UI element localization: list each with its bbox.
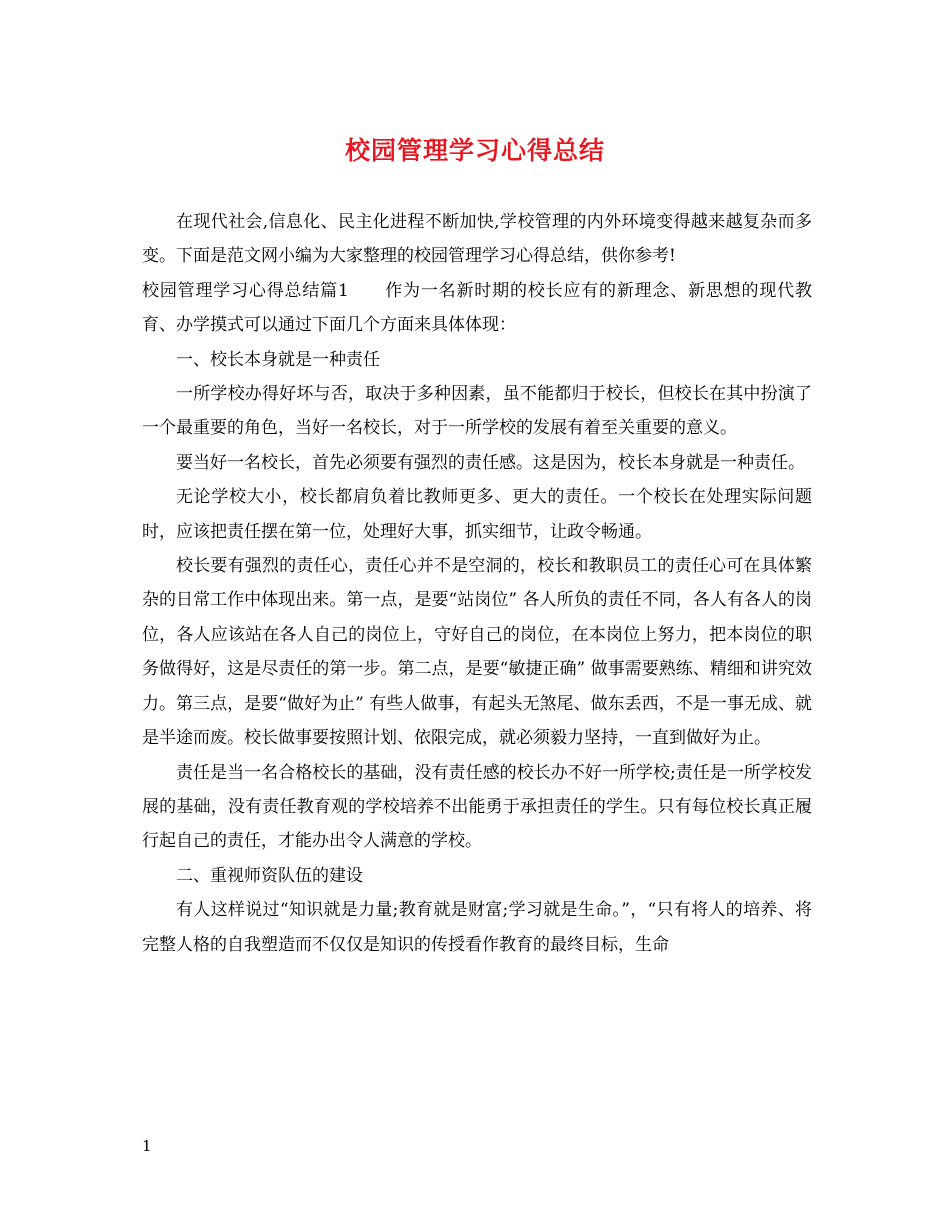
document-body: [142, 205, 812, 962]
section-heading-1: 一、校长本身就是一种责任: [176, 349, 380, 370]
paragraph-article-heading: 校园管理学习心得总结篇1 作为一名新时期的校长应有的新理念、新思想的现代教育、办学摸式可以通过下面几个方面来具体体现：: [142, 280, 812, 336]
document-title: 校园管理学习心得总结: [344, 136, 605, 165]
paragraph: 责任是当一名合格校长的基础，没有责任感的校长办不好一所学校;责任是一所学校发展的基础，没有责任教育观的学校培养不出能勇于承担责任的学生。只有每位校长真正履行起自己的责任，才能办出令人满意的学校。: [142, 762, 812, 852]
section-heading-2: 二、重视师资队伍的建设: [176, 865, 363, 886]
paragraph: 要当好一名校长，首先必须要有强烈的责任感。这是因为，校长本身就是一种责任。: [176, 452, 805, 473]
paragraph: 有人这样说过“知识就是力量;教育就是财富;学习就是生命。”，“只有将人的培养、将完整人格的自我塑造而不仅仅是知识的传授看作教育的最终目标，生命: [142, 900, 812, 955]
paragraph: 校长要有强烈的责任心，责任心并不是空洞的，校长和教职员工的责任心可在具体繁杂的日常工作中体现出来。第一点，是要“站岗位” 各人所负的责任不同，各人有各人的岗位，各人应该站在各人自己的岗位上，守好自己的岗位，在本岗位上努力，把本岗位的职务做得好，这是尽责任的第一步。第二点，是要“敏捷正确” 做事需要熟练、精细和讲究效力。第三点，是要“做好为止” 有些人做事，有起头无煞尾、做东丢西，不是一事无成、就是半途而废。校长做事要按照计划、依限完成，就必须毅力坚持，一直到做好为止。: [142, 556, 812, 749]
paragraph: 无论学校大小，校长都肩负着比教师更多、更大的责任。一个校长在处理实际问题时，应该把责任摆在第一位，处理好大事，抓实细节，让政令畅通。: [142, 487, 812, 542]
paragraph: 一所学校办得好坏与否，取决于多种因素，虽不能都归于校长，但校长在其中扮演了一个最重要的角色，当好一名校长，对于一所学校的发展有着至关重要的意义。: [142, 384, 812, 439]
paragraph-intro: 在现代社会,信息化、民主化进程不断加快,学校管理的内外环境变得越来越复杂而多变。下面是范文网小编为大家整理的校园管理学习心得总结，供你参考!: [142, 212, 812, 267]
page-number: 1: [142, 1137, 152, 1155]
